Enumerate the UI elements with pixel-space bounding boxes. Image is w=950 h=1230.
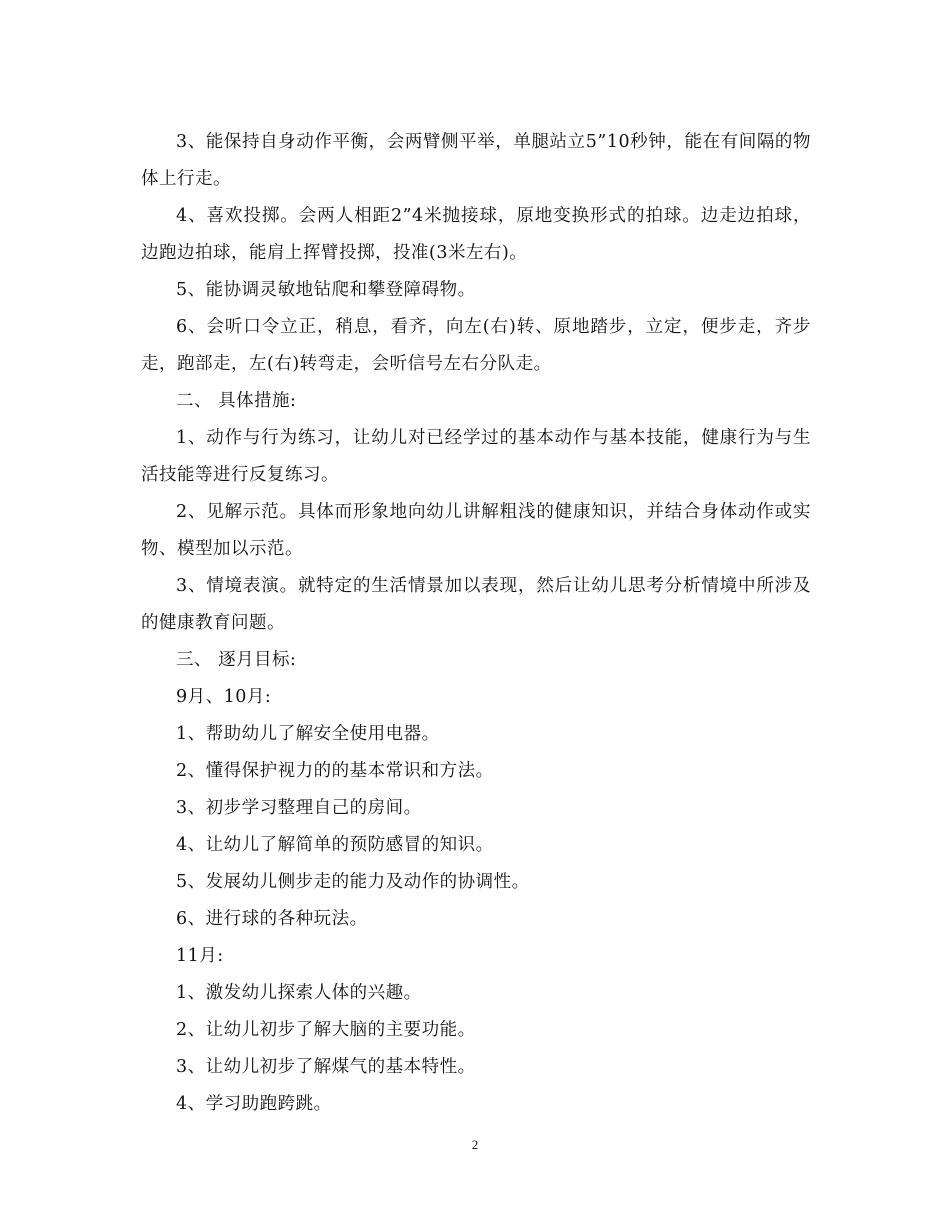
document-body [141, 124, 811, 1123]
paragraph: 5、能协调灵敏地钻爬和攀登障碍物。 [176, 280, 476, 300]
month-heading: 11月: [176, 946, 224, 966]
list-item: 1、激发幼儿探索人体的兴趣。 [176, 983, 422, 1003]
paragraph: 3、能保持自身动作平衡，会两臂侧平举，单腿站立5”10秒钟，能在有间隔的物体上行走。 [141, 132, 811, 189]
list-item: 4、学习助跑跨跳。 [176, 1094, 332, 1114]
list-item: 6、进行球的各种玩法。 [176, 909, 368, 929]
list-item: 3、初步学习整理自己的房间。 [176, 798, 422, 818]
list-item: 5、发展幼儿侧步走的能力及动作的协调性。 [176, 872, 530, 892]
section-heading: 三、 逐月目标: [176, 650, 297, 670]
list-item: 4、让幼儿了解简单的预防感冒的知识。 [176, 835, 494, 855]
paragraph: 3、情境表演。就特定的生活情景加以表现，然后让幼儿思考分析情境中所涉及的健康教育问题。 [141, 576, 811, 633]
paragraph: 2、见解示范。具体而形象地向幼儿讲解粗浅的健康知识，并结合身体动作或实物、模型加以示范。 [141, 502, 811, 559]
paragraph: 4、喜欢投掷。会两人相距2”4米抛接球，原地变换形式的拍球。边走边拍球，边跑边拍球，能肩上挥臂投掷，投准(3米左右)。 [141, 206, 811, 263]
paragraph: 6、会听口令立正，稍息，看齐，向左(右)转、原地踏步，立定，便步走，齐步走，跑部走，左(右)转弯走，会听信号左右分队走。 [141, 317, 811, 374]
section-heading: 二、 具体措施: [176, 391, 297, 411]
paragraph: 1、动作与行为练习，让幼儿对已经学过的基本动作与基本技能，健康行为与生活技能等进行反复练习。 [141, 428, 811, 485]
list-item: 2、让幼儿初步了解大脑的主要功能。 [176, 1020, 476, 1040]
month-heading: 9月、10月: [176, 687, 272, 707]
page-number: 2 [471, 1137, 479, 1152]
list-item: 1、帮助幼儿了解安全使用电器。 [176, 724, 440, 744]
list-item: 2、懂得保护视力的的基本常识和方法。 [176, 761, 494, 781]
list-item: 3、让幼儿初步了解煤气的基本特性。 [176, 1057, 476, 1077]
